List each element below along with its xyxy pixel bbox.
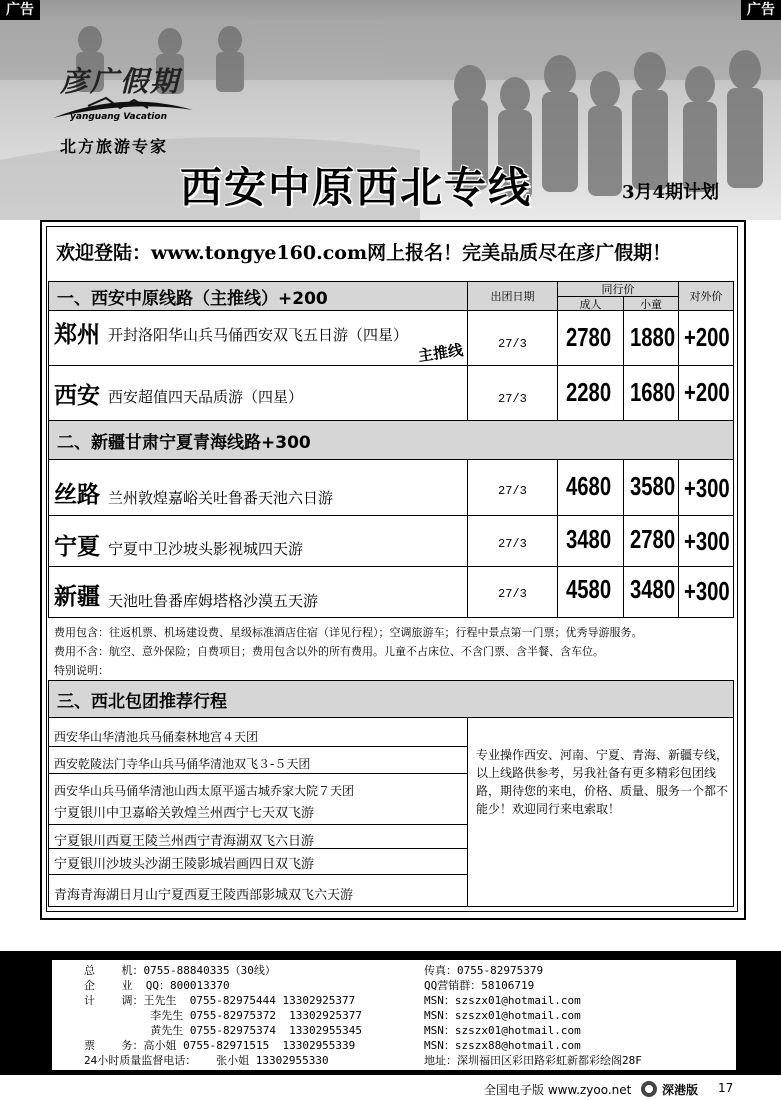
- price-adult: 2780: [566, 322, 612, 352]
- main-route-badge: 主推线: [417, 340, 465, 366]
- contact-line: MSN：szszx88@hotmail.com: [424, 1039, 581, 1052]
- price-child: 3480: [630, 574, 676, 604]
- publisher-logo-icon: [640, 1080, 658, 1098]
- col-child-header: 小童: [623, 296, 679, 311]
- price-child: 1880: [630, 322, 676, 352]
- contact-line: MSN：szszx01@hotmail.com: [424, 1024, 581, 1037]
- contact-line: 地址：深圳福田区彩田路彩虹新都彩绘阁28F: [424, 1054, 642, 1067]
- special-note: 特别说明：: [54, 664, 109, 677]
- list-item: 青海青海湖日月山宁夏西夏王陵西部影城双飞六天游: [54, 888, 354, 903]
- divider: [48, 874, 468, 875]
- col-date-header: 出团日期: [467, 281, 558, 311]
- route-city: 新疆: [54, 583, 100, 610]
- col-public-header: 对外价: [678, 281, 734, 311]
- contact-line: 计 调：王先生 0755-82975444 13302925377: [84, 994, 356, 1007]
- list-item: 西安华山华清池兵马俑秦林地宫４天团: [54, 730, 259, 744]
- plan-label: 3月4期计划: [622, 182, 720, 203]
- price-child: 2780: [630, 524, 676, 554]
- col-peer-header: 同行价: [557, 281, 679, 297]
- contact-line: 票 务：高小姐 0755-82971515 13302955339: [84, 1039, 356, 1052]
- route-name: 西安超值四天品质游（四星）: [108, 388, 304, 406]
- contact-line: 企 业 QQ：800013370: [84, 979, 230, 992]
- fee-include: 费用包含：往返机票、机场建设费、星级标准酒店住宿（详见行程）；空调旅游车；行程中景点第一门票；优秀导游服务。: [54, 626, 643, 639]
- route-date: 27/3: [498, 484, 527, 498]
- route-name: 宁夏中卫沙坡头影视城四天游: [108, 540, 304, 558]
- divider: [48, 824, 468, 825]
- route-date: 27/3: [498, 537, 527, 551]
- list-item: 宁夏银川西夏王陵兰州西宁青海湖双飞六日游: [54, 834, 315, 849]
- contact-line: MSN：szszx01@hotmail.com: [424, 1009, 581, 1022]
- price-public: +300: [684, 526, 730, 556]
- brand-slogan: 北方旅游专家: [60, 137, 169, 156]
- section2-title: 二、新疆甘肃宁夏青海线路+300: [48, 420, 734, 460]
- fee-exclude: 费用不含：航空、意外保险；自费项目；费用包含以外的所有费用。儿童不占床位、不含门票、含半餐、含车位。: [54, 645, 604, 658]
- divider: [48, 746, 468, 747]
- route-date: 27/3: [498, 587, 527, 601]
- section3-title: 三、西北包团推荐行程: [48, 680, 734, 718]
- price-adult: 4680: [566, 471, 612, 501]
- page-number: 17: [718, 1081, 734, 1095]
- section1-title: 一、西安中原线路（主推线）+200: [48, 281, 468, 311]
- welcome-banner: 欢迎登陆：www.tongye160.com网上报名！完美品质尽在彦广假期！: [56, 242, 672, 264]
- price-public: +300: [684, 576, 730, 606]
- route-date: 27/3: [498, 392, 527, 406]
- contact-line: 黄先生 0755-82975374 13302955345: [84, 1024, 363, 1037]
- route-name: 天池吐鲁番库姆塔格沙漠五天游: [108, 592, 319, 610]
- price-public: +300: [684, 473, 730, 503]
- price-public: +200: [684, 322, 730, 352]
- site-link[interactable]: 全国电子版 www.zyoo.net: [484, 1083, 632, 1097]
- ad-label-left: 广告: [0, 0, 40, 20]
- price-public: +200: [684, 377, 730, 407]
- page-title: 西安中原西北专线: [180, 163, 533, 212]
- route-name: 开封洛阳华山兵马俑西安双飞五日游（四星）: [108, 326, 409, 344]
- contact-line: QQ营销群：58106719: [424, 979, 535, 992]
- route-city: 郑州: [54, 321, 100, 348]
- price-adult: 4580: [566, 574, 612, 604]
- contact-line: 24小时质量监督电话： 张小姐 13302955330: [84, 1054, 329, 1067]
- notice-text: 专业操作西安、河南、宁夏、青海、新疆专线，以上线路供参考，另我社备有更多精彩包团线路，期待您的来电，价格、质量、服务一个都不能少！欢迎同行来电索取！: [476, 748, 729, 816]
- brand-logo-text: 彦广假期: [60, 65, 181, 98]
- list-item: 宁夏银川中卫嘉峪关敦煌兰州西宁七天双飞游: [54, 806, 315, 821]
- list-item: 西安华山兵马俑华清池山西太原平遥古城乔家大院７天团: [54, 784, 355, 798]
- list-item: 西安乾陵法门寺华山兵马俑华清池双飞３-５天团: [54, 757, 311, 771]
- col-adult-header: 成人: [557, 296, 624, 311]
- contact-line: 传真：0755-82975379: [424, 964, 544, 977]
- contact-line: 李先生 0755-82975372 13302925377: [84, 1009, 363, 1022]
- route-date: 27/3: [498, 337, 527, 351]
- contact-panel: [52, 960, 736, 1070]
- route-name: 兰州敦煌嘉峪关吐鲁番天池六日游: [108, 489, 334, 507]
- price-adult: 3480: [566, 524, 612, 554]
- ad-label-right: 广告: [741, 0, 781, 20]
- brand-english: yanguang Vacation: [70, 112, 167, 122]
- divider: [48, 773, 468, 774]
- price-child: 3580: [630, 471, 676, 501]
- route-city: 丝路: [54, 481, 100, 508]
- list-item: 宁夏银川沙坡头沙湖王陵影城岩画四日双飞游: [54, 857, 315, 872]
- contact-line: MSN：szszx01@hotmail.com: [424, 994, 581, 1007]
- price-child: 1680: [630, 377, 676, 407]
- route-city: 宁夏: [54, 533, 100, 560]
- price-adult: 2280: [566, 377, 612, 407]
- edition-label: 深港版: [662, 1083, 699, 1097]
- route-city: 西安: [54, 382, 100, 409]
- contact-line: 总 机：0755-88840335（30线）: [84, 964, 276, 977]
